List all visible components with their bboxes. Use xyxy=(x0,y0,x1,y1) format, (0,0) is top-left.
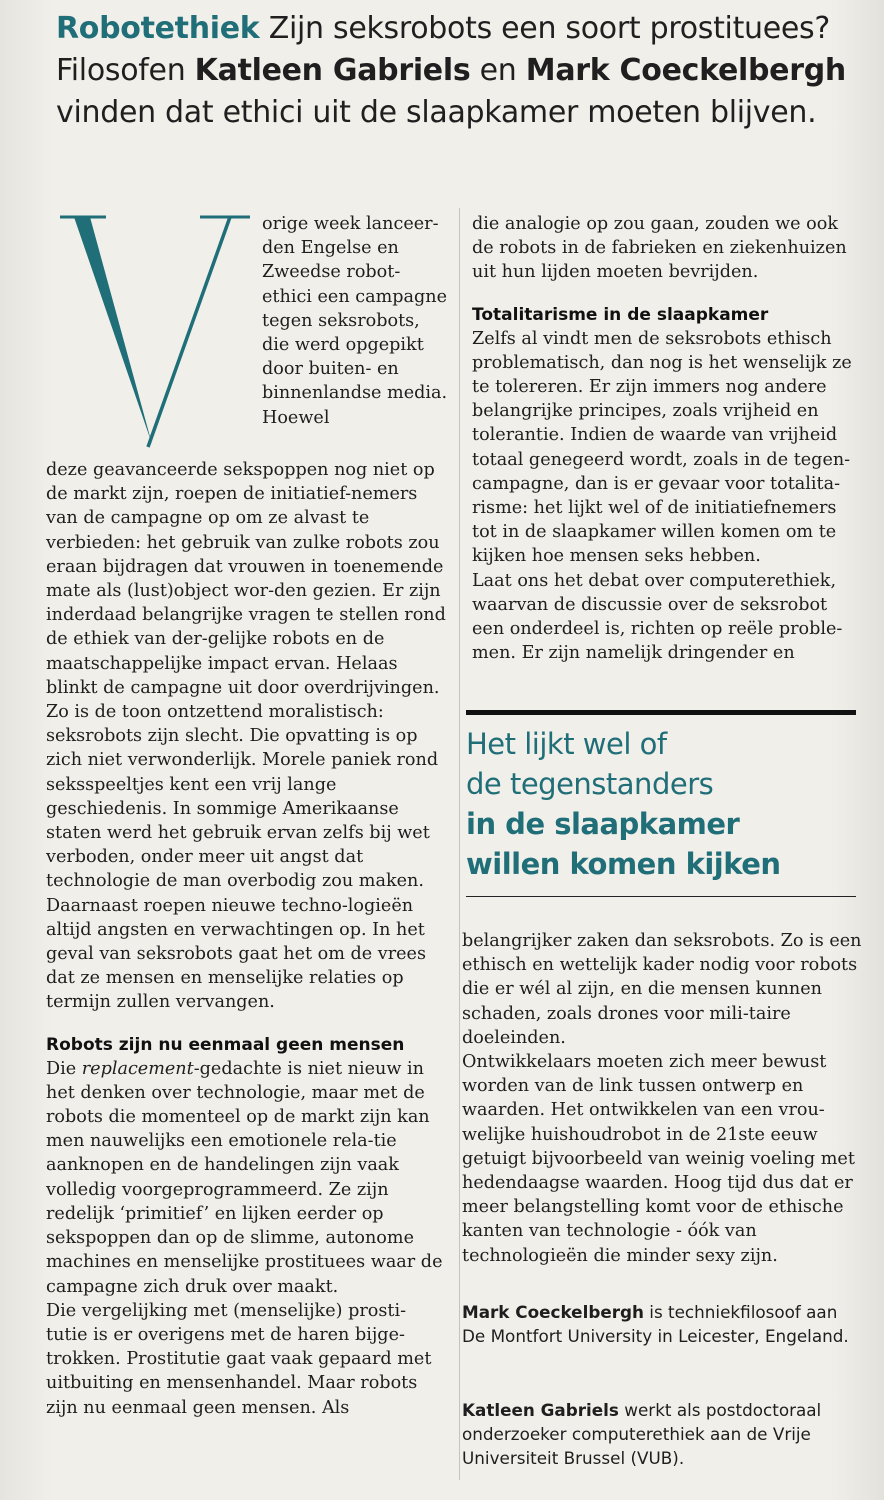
bio-1-text: is techniekfilosoof aan De Montfort University in Leicester, Engeland. xyxy=(462,1302,849,1346)
paragraph-8: Ontwikkelaars moeten zich meer bewust worden van de link tussen ontwerp en waarden. Het ontwikkelen van een vrou-welijke huishoudrobot in de 21ste eeuw getuigt bijvoorbeeld van weinig voeling met hedendaagse waarden. Hoog tijd dus dat er meer belangstelling komt voor de ethische kanten van technologie - óók van technologieën die minder sexy zijn. xyxy=(462,1052,855,1266)
pull-quote-bottom-rule xyxy=(466,896,856,897)
lead-paragraph-start: orige week lanceer-den Engelse en Zweedse robot-ethici een campagne tegen seksrobots, die werd opgepikt door buiten- en binnenlandse media. Hoewel xyxy=(262,214,448,428)
colb-continuation: die analogie op zou gaan, zouden we ook de robots in de fabrieken en ziekenhuizen uit hun lijden moeten bevrijden. xyxy=(472,214,847,283)
header-question: Zijn seksrobots een soort prostituees? xyxy=(268,11,831,46)
header-subline: vinden dat ethici uit de slaapkamer moeten blijven. xyxy=(56,95,817,130)
paragraph-4: Die vergelijking met (menselijke) prosti-tutie is er overigens met de haren bijge-trokken. Prostitutie gaat vaak gepaard met uitbuiting en mensenhandel. Maar robots zijn nu eenmaal geen mensen. Als xyxy=(46,1300,432,1418)
drop-cap-v xyxy=(60,212,260,454)
column-divider xyxy=(459,208,460,1480)
author-bio-1 xyxy=(462,1300,862,1348)
pull-quote xyxy=(466,724,866,884)
paragraph-6: Laat ons het debat over computerethiek, waarvan de discussie over de seksrobot een onderdeel is, richten op reële proble-men. Er zijn namelijk dringender en xyxy=(472,570,843,664)
lead-paragraph: deze geavanceerde sekspoppen nog niet op de markt zijn, roepen de initiatief-nemers van de campagne op om ze alvast te verbieden: het gebruik van zulke robots zou eraan bijdragen dat vrouwen in toenemende mate als (lust)object wor-den gezien. Er zijn inderdaad belangrijke vragen te stellen rond de ethiek van der-gelijke robots en de maatschappelijke impact ervan. Helaas blinkt de campagne uit door overdrijvingen. xyxy=(46,460,446,698)
section-kicker: Robotethiek xyxy=(56,11,260,46)
article-header xyxy=(56,8,856,134)
lead-narrow-text xyxy=(262,212,448,430)
paragraph-5: Zelfs al vindt men de seksrobots ethisch problematisch, dan nog is het wenselijk ze te tolereren. Er zijn immers nog andere belangrijke principes, zoals vrijheid en tolerantie. Indien de waarde van vrijheid totaal genegeerd wordt, zoals in de tegen-campagne, dan is er gevaar voor totalita-risme: het lijkt wel of de initiatiefnemers tot in de slaapkamer willen komen om te kijken hoe mensen seks hebben. xyxy=(472,328,852,567)
pull-quote-line-1: Het lijkt wel of xyxy=(466,727,667,761)
author-bio-2 xyxy=(462,1398,862,1470)
column-b-top xyxy=(472,212,862,665)
para3-start: Die xyxy=(46,1058,82,1079)
spacer xyxy=(46,1015,446,1033)
author-name-2: Mark Coeckelbergh xyxy=(525,53,846,88)
pull-quote-top-rule xyxy=(466,710,856,715)
para3-rest: -gedachte is niet nieuw in het denken over technologie, maar met de robots die momenteel op de markt zijn kan men nauwelijks een emotionele rela-tie aanknopen en de handelingen zijn vaak volledig voorgeprogrammeerd. Ze zijn redelijk ‘primitief’ en lijken eerder op sekspoppen dan op de slimme, autonome machines en menselijke prostituees waar de campagne zich druk over maakt. xyxy=(46,1058,443,1297)
paragraph-7: belangrijker zaken dan seksrobots. Zo is een ethisch en wettelijk kader nodig voor robots die er wél al zijn, en die mensen kunnen schaden, zoals drones voor mili-taire doeleinden. xyxy=(462,931,862,1048)
pull-quote-line-3: in de slaapkamer xyxy=(466,807,740,841)
paragraph-3 xyxy=(46,1057,446,1299)
header-conjunction: en xyxy=(479,53,517,88)
para3-emphasis: replacement xyxy=(81,1058,194,1079)
header-prefix: Filosofen xyxy=(56,53,186,88)
paragraph-2: Zo is de toon ontzettend moralistisch: seksrobots zijn slecht. Die opvatting is op zich niet verwonderlijk. Morele paniek rond seksspeeltjes kent een vrij lange geschiedenis. In sommige Amerikaanse staten werd het gebruik ervan zelfs bij wet verboden, onder meer uit angst dat technologie de man overbodig zou maken. Daarnaast roepen nieuwe techno-logieën altijd angsten en verwachtingen op. In het geval van seksrobots gaat het om de vrees dat ze mensen en menselijke relaties op termijn zullen vervangen. xyxy=(46,702,439,1013)
bio-1-name: Mark Coeckelbergh xyxy=(462,1302,644,1322)
column-a xyxy=(46,458,446,1420)
subhead-totalitarisme: Totalitarisme in de slaapkamer xyxy=(472,304,769,325)
spacer xyxy=(472,285,862,303)
pull-quote-line-2: de tegenstanders xyxy=(466,767,714,801)
pull-quote-line-4: willen komen kijken xyxy=(466,847,781,881)
column-b-bottom xyxy=(462,929,862,1268)
author-name-1: Katleen Gabriels xyxy=(194,53,471,88)
subhead-robots: Robots zijn nu eenmaal geen mensen xyxy=(46,1034,405,1055)
bio-2-name: Katleen Gabriels xyxy=(462,1400,619,1420)
bio-2-text: werkt als postdoctoraal onderzoeker computerethiek aan de Vrije Universiteit Brussel (VUB). xyxy=(462,1400,822,1468)
